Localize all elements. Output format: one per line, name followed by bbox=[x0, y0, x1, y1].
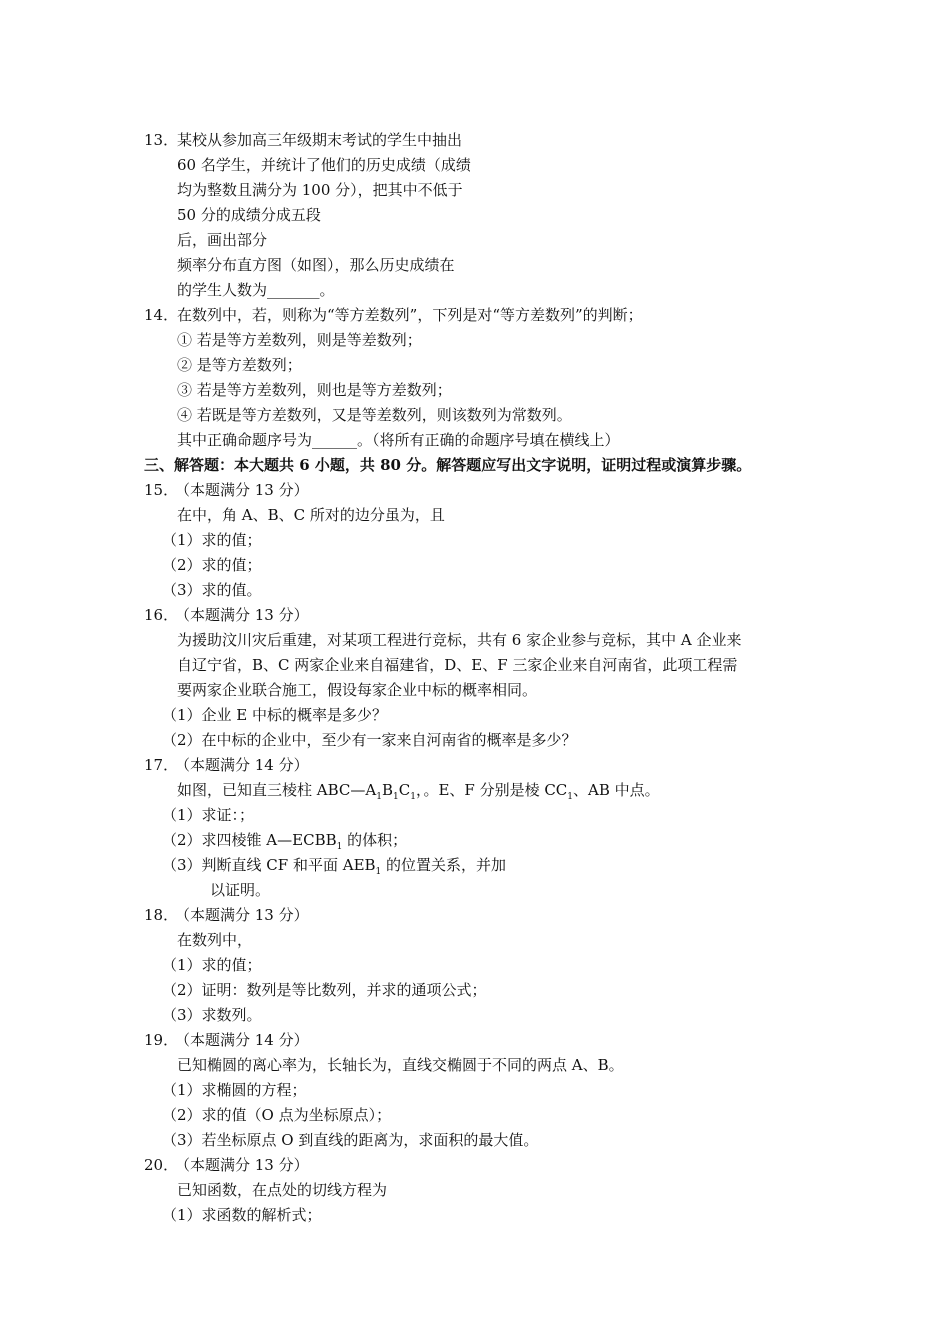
q15-stem: 在中，角 A、B、C 所对的边分虽为，且 bbox=[177, 506, 445, 524]
q14-item: ① 若是等方差数列，则是等差数列； bbox=[177, 331, 422, 349]
q16-part: （1）企业 E 中标的概率是多少？ bbox=[162, 706, 388, 724]
q16-part: （2）在中标的企业中，至少有一家来自河南省的概率是多少？ bbox=[162, 731, 577, 749]
q13-text: 60 名学生，并统计了他们的历史成绩（成绩 bbox=[177, 156, 471, 174]
q15-part: （3）求的值。 bbox=[162, 581, 262, 599]
q15-part: （1）求的值； bbox=[162, 531, 262, 549]
q14-item: ③ 若是等方差数列，则也是等方差数列； bbox=[177, 381, 452, 399]
q17-part-continuation: 以证明。 bbox=[210, 881, 271, 899]
q16-stem: 为援助汶川灾后重建，对某项工程进行竞标，共有 6 家企业参与竞标，其中 A 企业来 bbox=[177, 631, 742, 649]
q15-part: （2）求的值； bbox=[162, 556, 262, 574]
q17-stem bbox=[177, 778, 660, 803]
question-number: 20． bbox=[144, 1156, 179, 1174]
q17-part-text: 的位置关系，并加 bbox=[381, 856, 507, 874]
subscript: 1 bbox=[375, 867, 382, 877]
q17-part bbox=[162, 853, 506, 878]
question-number: 15． bbox=[144, 481, 179, 499]
answer-blank: _______ bbox=[267, 281, 320, 299]
q13-answer-line bbox=[177, 278, 335, 303]
question-number: 17． bbox=[144, 756, 179, 774]
q19-part: （1）求椭圆的方程； bbox=[162, 1081, 307, 1099]
q13-line bbox=[0, 128, 950, 153]
subscript: 1 bbox=[336, 842, 343, 852]
q14-item: ④ 若既是等方差数列，又是等差数列，则该数列为常数列。 bbox=[177, 406, 572, 424]
subscript: 1 bbox=[392, 792, 399, 802]
question-number: 16． bbox=[144, 606, 179, 624]
exam-page bbox=[0, 128, 950, 1228]
q18-part: （3）求数列。 bbox=[162, 1006, 262, 1024]
answer-blank: ______ bbox=[312, 431, 358, 449]
q17-stem-part: ，。E、F 分别是棱 CC bbox=[415, 781, 568, 799]
q17-stem-part: C bbox=[398, 781, 411, 799]
q17-part bbox=[162, 828, 407, 853]
q13-text: 50 分的成绩分成五段 bbox=[177, 206, 321, 224]
q16-stem: 要两家企业联合施工，假设每家企业中标的概率相同。 bbox=[177, 681, 538, 699]
q13-text: 均为整数且满分为 100 分），把其中不低于 bbox=[177, 181, 463, 199]
q14-intro: 在数列中，若，则称为“等方差数列”，下列是对“等方差数列”的判断； bbox=[177, 306, 643, 324]
q17-part-text: （3）判断直线 CF 和平面 AEB bbox=[162, 856, 376, 874]
q19-part: （3）若坐标原点 O 到直线的距离为，求面积的最大值。 bbox=[162, 1131, 539, 1149]
q18-part: （2）证明：数列是等比数列，并求的通项公式； bbox=[162, 981, 487, 999]
question-number: 19． bbox=[144, 1031, 179, 1049]
q13-answer-prefix: 的学生人数为 bbox=[177, 281, 268, 299]
q13-text: 后，画出部分 bbox=[177, 231, 268, 249]
q19-part: （2）求的值（O 点为坐标原点）； bbox=[162, 1106, 392, 1124]
subscript: 1 bbox=[410, 792, 416, 802]
q19-stem: 已知椭圆的离心率为，长轴长为，直线交椭圆于不同的两点 A、B。 bbox=[177, 1056, 624, 1074]
question-number: 14． bbox=[144, 306, 179, 324]
q17-part-text: 的体积； bbox=[342, 831, 408, 849]
q14-answer-suffix: 。（将所有正确的命题序号填在横线上） bbox=[357, 431, 620, 449]
q17-part-text: （2）求四棱锥 A—ECBB bbox=[162, 831, 337, 849]
question-score: （本题满分 13 分） bbox=[175, 1156, 309, 1174]
q20-stem: 已知函数，在点处的切线方程为 bbox=[177, 1181, 388, 1199]
question-score: （本题满分 13 分） bbox=[175, 481, 309, 499]
subscript: 1 bbox=[567, 792, 574, 802]
question-score: （本题满分 14 分） bbox=[175, 756, 309, 774]
q20-part: （1）求函数的解析式； bbox=[162, 1206, 322, 1224]
q17-part: （1）求证：； bbox=[162, 806, 255, 824]
q14-item: ② 是等方差数列； bbox=[177, 356, 302, 374]
q13-text: 某校从参加高三年级期末考试的学生中抽出 bbox=[177, 131, 463, 149]
q14-answer-prefix: 其中正确命题序号为 bbox=[177, 431, 313, 449]
question-score: （本题满分 13 分） bbox=[175, 606, 309, 624]
question-score: （本题满分 14 分） bbox=[175, 1031, 309, 1049]
q17-stem-part: B bbox=[381, 781, 393, 799]
question-number: 18． bbox=[144, 906, 179, 924]
q18-part: （1）求的值； bbox=[162, 956, 262, 974]
q17-stem-part: 如图，已知直三棱柱 ABC—A bbox=[177, 781, 377, 799]
q13-answer-suffix: 。 bbox=[319, 281, 335, 299]
q18-stem: 在数列中， bbox=[177, 931, 253, 949]
question-score: （本题满分 13 分） bbox=[175, 906, 309, 924]
q13-text: 频率分布直方图（如图），那么历史成绩在 bbox=[177, 256, 455, 274]
q14-answer-line bbox=[177, 428, 620, 453]
q16-stem: 自辽宁省，B、C 两家企业来自福建省，D、E、F 三家企业来自河南省，此项工程需 bbox=[177, 656, 738, 674]
question-number: 13． bbox=[144, 131, 179, 149]
section-heading: 三、解答题：本大题共 6 小题，共 80 分。解答题应写出文字说明，证明过程或演算步骤。 bbox=[144, 456, 752, 474]
q17-stem-part: 、AB 中点。 bbox=[573, 781, 660, 799]
subscript: 1 bbox=[376, 792, 382, 802]
